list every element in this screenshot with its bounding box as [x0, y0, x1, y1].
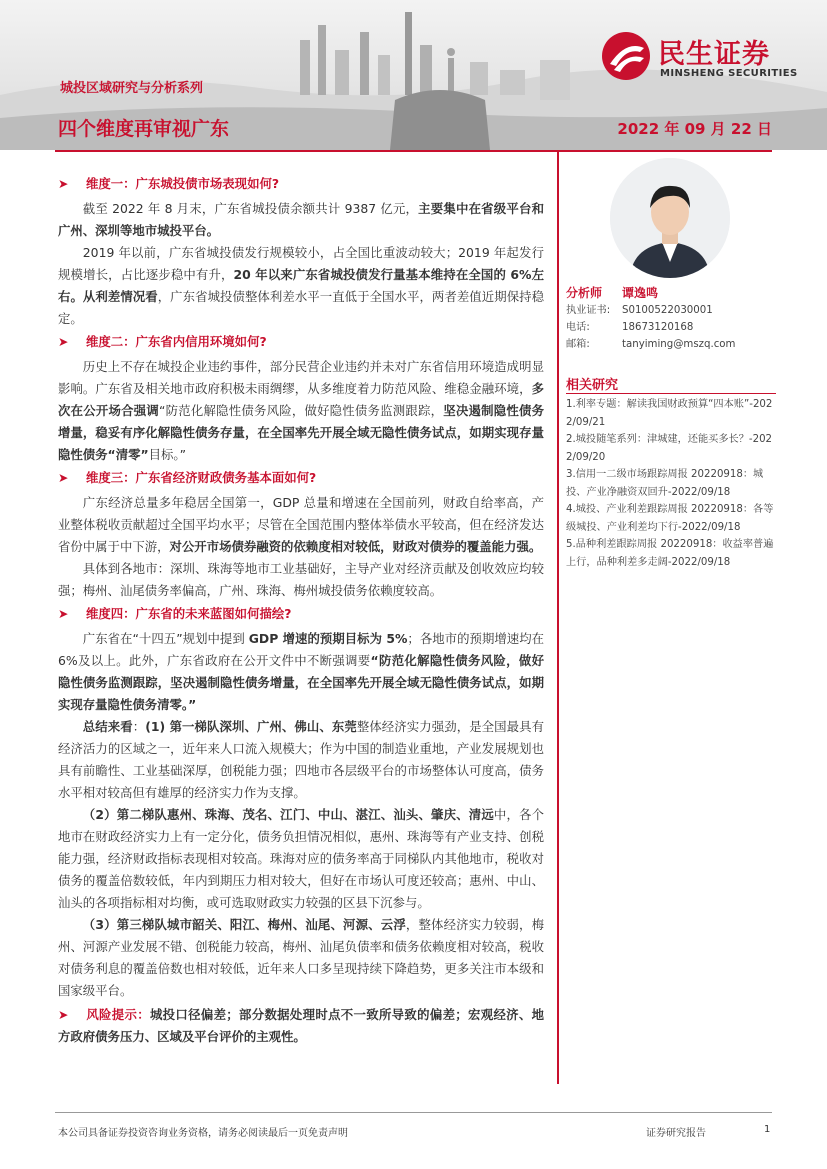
footer-doc-type: 证券研究报告	[646, 1128, 706, 1139]
related-divider	[566, 393, 776, 394]
paragraph: 历史上不存在城投企业违约事件，部分民营企业违约并未对广东省信用环境造成明显影响。广东省及相关地市政府积极未雨绸缪，从多维度着力防范风险、维稳金融环境，多次在公开场合强调“防范化解隐性债务风险，做好隐性债务监测跟踪，坚决遏制隐性债务增量，稳妥有序化解隐性债务存量，在全国率先开展全域无隐性债务试点，如期实现存量隐性债务“清零”目标。”	[58, 359, 545, 462]
email-row: 邮箱: tanyiming@mszq.com	[566, 339, 736, 350]
risk-warning: ➤ 风险提示：城投口径偏差；部分数据处理时点不一致所导致的偏差；宏观经济、地方政府债务压力、区域及平台评价的主观性。	[58, 1004, 544, 1048]
company-logo	[600, 30, 805, 90]
logo-text-cn: 民生证券	[658, 39, 770, 70]
section-heading-4: ➤ 维度四：广东省的未来蓝图如何描绘?	[58, 602, 544, 626]
analyst-name-row: 分析师 谭逸鸣	[566, 286, 659, 300]
related-research-list	[566, 396, 776, 571]
section-heading-3: ➤ 维度三：广东省经济财政债务基本面如何?	[58, 466, 544, 490]
related-item[interactable]: 4.城投、产业利差跟踪周报 20220918：各等级城投、产业利差均下行-2022/09/18	[566, 504, 774, 533]
report-series: 城投区域研究与分析系列	[60, 81, 204, 96]
paragraph: （2）第二梯队惠州、珠海、茂名、江门、中山、湛江、汕头、肇庆、清远中，各个地市在财政经济实力上有一定分化，债务负担情况相似，惠州、珠海等有产业支持、创税能力强，经济财政指标表现相对较高。珠海对应的债务率高于同梯队内其他地市，税收对债务的覆盖倍数较低，年内到期压力相对较大，但好在市场认可度还较高；惠州、中山、汕头的各项指标相对均衡，或可选取财政实力较强的区县下沉参与。	[58, 807, 544, 910]
paragraph: 截至 2022 年 8 月末，广东省城投债余额共计 9387 亿元，主要集中在省级平台和广州、深圳等地市城投平台。	[58, 201, 544, 238]
cert-row: 执业证书: S0100522030001	[566, 305, 713, 316]
report-date: 2022 年 09 月 22 日	[617, 120, 772, 138]
footer-divider	[55, 1112, 772, 1113]
page-number: 1	[764, 1124, 771, 1135]
footer-disclaimer: 本公司具备证券投资咨询业务资格，请务必阅读最后一页免责声明	[58, 1128, 348, 1139]
email-link[interactable]: tanyiming@mszq.com	[622, 339, 736, 350]
analyst-photo	[610, 158, 730, 278]
related-item[interactable]: 3.信用一二级市场跟踪周报 20220918：城投、产业净融资双回升-2022/09/18	[566, 469, 764, 498]
arrow-icon: ➤	[58, 470, 69, 485]
paragraph: 2019 年以前，广东省城投债发行规模较小，占全国比重波动较大；2019 年起发行规模增长，占比逐步稳中有升，20 年以来广东省城投债发行量基本维持在全国的 6%左右。从利差情况看，广东省城投债整体利差水平一直低于全国水平，两者差值近期保持稳定。	[58, 245, 545, 326]
paragraph: 总结来看：(1) 第一梯队深圳、广州、佛山、东莞整体经济实力强劲，是全国最具有经济活力的区域之一，近年来人口流入规模大；作为中国的制造业重地，产业发展规划也具有前瞻性、工业基础深厚，创税能力强；四地市各层级平台的市场整体认可度高，债务水平相对较高但有雄厚的经济实力作为支撑。	[58, 719, 545, 800]
logo-icon	[600, 30, 652, 82]
logo-text-en: MINSHENG SECURITIES	[660, 68, 798, 79]
section-heading-1: ➤ 维度一：广东城投债市场表现如何?	[58, 172, 544, 196]
related-item[interactable]: 1.利率专题：解读我国财政预算“四本账”-2022/09/21	[566, 399, 773, 428]
column-divider	[557, 152, 559, 1084]
avatar	[610, 158, 730, 278]
paragraph: （3）第三梯队城市韶关、阳江、梅州、汕尾、河源、云浮，整体经济实力较弱，梅州、河源产业发展不错、创税能力较高，梅州、汕尾负债率和债务依赖度相对较高，税收对债务利息的覆盖倍数也相对较低，近年来人口多呈现持续下降趋势，更多关注市本级和国家级平台。	[58, 917, 544, 998]
page-title: 四个维度再审视广东	[58, 118, 230, 140]
arrow-icon: ➤	[58, 334, 69, 349]
arrow-icon: ➤	[58, 1007, 69, 1022]
paragraph: 广东省在“十四五”规划中提到 GDP 增速的预期目标为 5%；各地市的预期增速均在 6%及以上。此外，广东省政府在公开文件中不断强调要“防范化解隐性债务风险，做好隐性债务监测跟踪，坚决遏制隐性债务增量，在全国率先开展全域无隐性债务试点，如期实现存量隐性债务清零。”	[58, 631, 545, 712]
header-divider	[55, 150, 772, 152]
arrow-icon: ➤	[58, 606, 69, 621]
main-content	[58, 172, 544, 1048]
phone-row: 电话: 18673120168	[566, 322, 694, 333]
related-research-title: 相关研究	[566, 378, 619, 393]
paragraph: 具体到各地市：深圳、珠海等地市工业基础好，主导产业对经济贡献及创收效应均较强；梅州、汕尾债务率偏高，广州、珠海、梅州城投债务依赖度较高。	[58, 561, 544, 598]
arrow-icon: ➤	[58, 176, 69, 191]
paragraph: 广东经济总量多年稳居全国第一，GDP 总量和增速在全国前列，财政自给率高，产业整体税收贡献超过全国平均水平；尽管在全国范围内整体举债水平较高，但在经济发达省份中属于中下游，对公开市场债券融资的依赖度相对较低，财政对债券的覆盖能力强。	[58, 495, 544, 554]
related-item[interactable]: 2.城投随笔系列：津城建，还能买多长？-2022/09/20	[566, 434, 773, 463]
section-heading-2: ➤ 维度二：广东省内信用环境如何?	[58, 330, 544, 354]
related-item[interactable]: 5.品种利差跟踪周报 20220918：收益率普遍上行，品种利差多走阔-2022/09/18	[566, 539, 774, 568]
